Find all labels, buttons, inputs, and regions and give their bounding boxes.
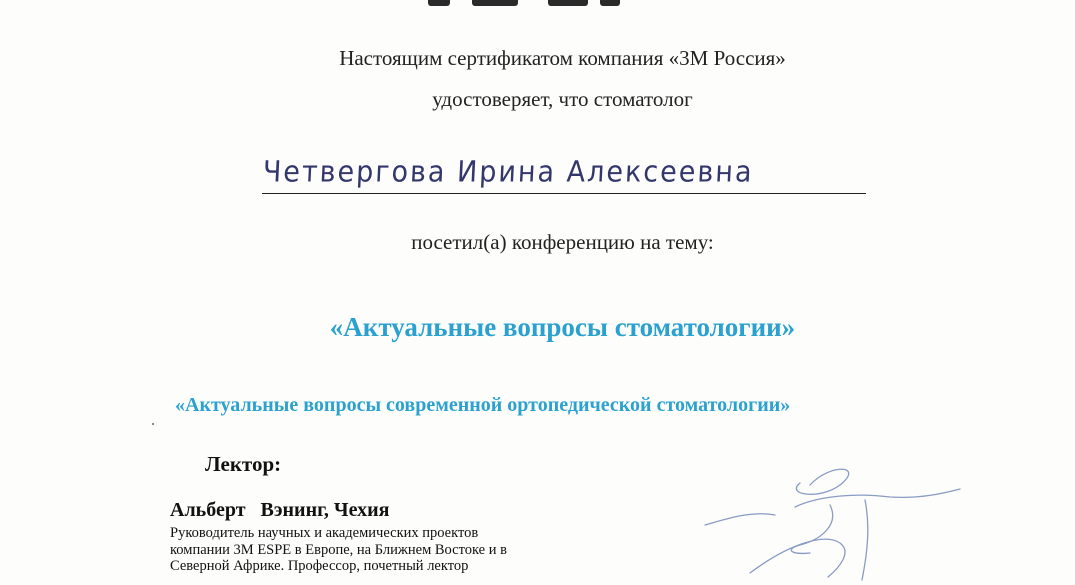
lector-name: Альберт Вэнинг, Чехия [170,499,390,521]
topic-title: «Актуальные вопросы стоматологии» [329,312,796,342]
topic-subtitle: «Актуальные вопросы современной ортопедической стоматологии» [175,394,791,416]
lector-description [170,525,620,575]
recipient-name: Четвергова Ирина Алексеевна [262,155,755,189]
name-underline [262,193,866,194]
lector-description-line: Северной Африке. Профессор, почетный лектор [170,558,469,574]
lector-description-line: Руководитель научных и академических проектов [170,525,479,541]
lector-label: Лектор: [205,452,282,476]
scan-speck [152,423,154,425]
signature-icon [690,455,970,585]
lector-description-line: компании 3M ESPE в Европе, на Ближнем Востоке и в [170,541,507,558]
intro-line-2: удостоверяет, что стоматолог [432,87,693,111]
attended-line: посетил(а) конференцию на тему: [411,230,714,254]
cropped-heading-fragment [0,0,1075,10]
intro-line-1: Настоящим сертификатом компания «3М Россия» [339,46,786,70]
